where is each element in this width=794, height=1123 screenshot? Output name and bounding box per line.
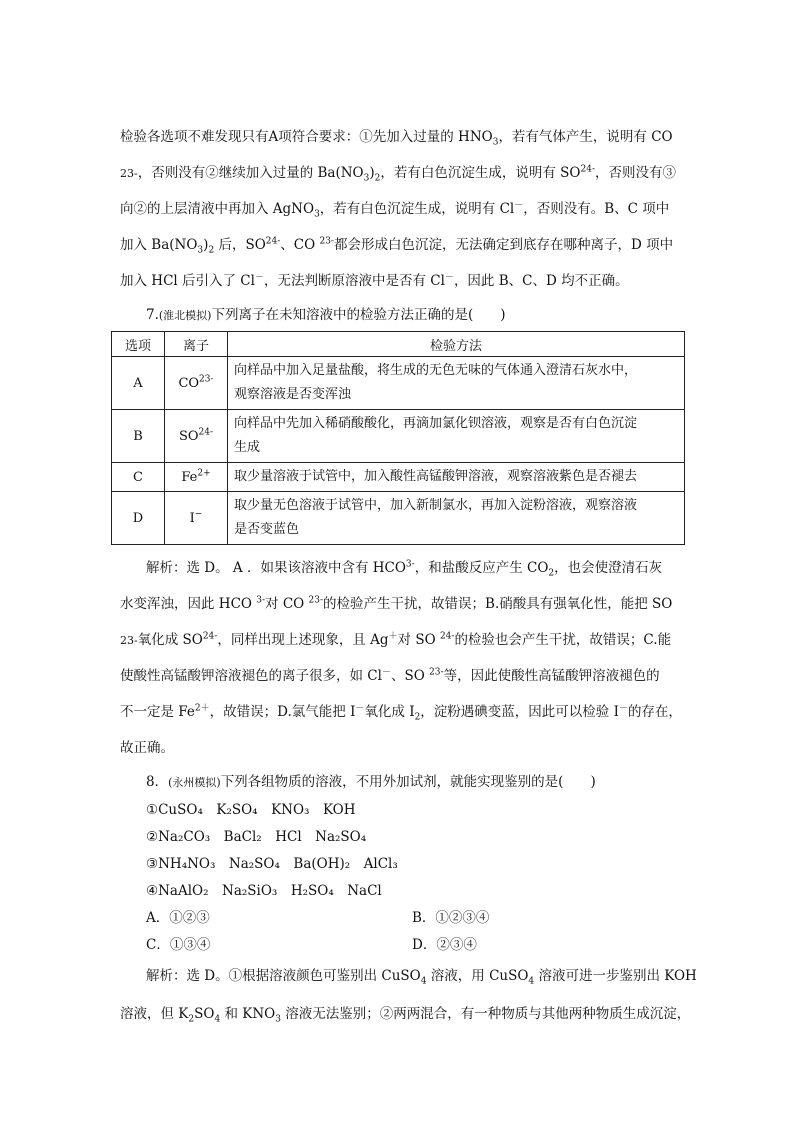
text-span: )	[369, 165, 375, 181]
method-line: 取少量无色溶液于试管中，加入新制氯水，再加入淀粉溶液，观察溶液	[234, 498, 638, 513]
text-span: 等，因此使酸性高锰酸钾溶液褪色的	[443, 668, 660, 684]
cell-ion	[165, 357, 228, 410]
text-span: 氧化成 SO	[137, 632, 203, 648]
q8-item-4: ④NaAlO₂ Na₂SiO₃ H₂SO₄ NaCl	[146, 883, 382, 899]
cell-ion	[165, 463, 228, 492]
method-line: 向样品中先加入稀硝酸酸化，再滴加氯化钡溶液，观察是否有白色沉淀	[234, 416, 638, 431]
text-span: 、SO	[390, 668, 430, 684]
text-span: 的检验也会产生干扰，故错误；C.能	[454, 632, 672, 648]
text-span: 溶液，用 CuSO	[426, 968, 529, 984]
subscript: 4	[528, 976, 535, 987]
text-span: ，若有白色沉淀生成，说明有 SO	[380, 165, 581, 181]
text-span: ，故错误；D.氯气能把 I	[209, 704, 356, 720]
method-line: 是否变蓝色	[234, 522, 300, 537]
question-text: 下列离子在未知溶液中的检验方法正确的是( )	[211, 307, 506, 323]
text-span: 检验各选项不难发现只有A项符合要求：①先加入过量的 HNO	[120, 129, 493, 145]
ans7-line5	[120, 702, 682, 722]
ans7-line4	[120, 666, 660, 686]
superscript: －	[254, 272, 264, 283]
subscript: 3	[314, 209, 320, 220]
text-span: ，和盐酸反应产生 CO	[414, 560, 549, 576]
subscript: 3	[363, 173, 370, 184]
question-source: (淮北模拟)	[158, 309, 212, 322]
para1-line1	[120, 127, 673, 147]
para1-line5	[120, 271, 629, 291]
text-span: 的存在，	[627, 704, 682, 720]
subscript: 2	[414, 712, 421, 723]
question-source: (永州模拟)	[168, 776, 221, 789]
text-span: 和 KNO	[220, 1006, 276, 1022]
ans7-line3	[120, 630, 671, 651]
text-span: ，若有气体产生，说明有 CO	[498, 129, 673, 145]
question-text: 下列各组物质的溶液，不用外加试剂，就能实现鉴别的是( )	[220, 774, 596, 790]
superscript: －	[381, 667, 391, 678]
text-span: ，无法判断原溶液中是否有 Cl	[263, 273, 445, 289]
subscript: 3	[275, 1014, 281, 1025]
subscript: 2	[548, 568, 555, 579]
text-span: 的检验产生干扰，故错误；B.硝酸具有强氧化性，能把 SO	[323, 596, 673, 612]
ion-charge: 23-	[199, 374, 214, 385]
table-row	[112, 357, 685, 410]
ans7-line2	[120, 594, 672, 614]
text-span: ，否则没有③	[595, 165, 676, 181]
para1-line2	[120, 163, 676, 184]
option-d: D．②③④	[412, 937, 477, 953]
text-span: 向②的上层清液中再加入 AgNO	[120, 201, 315, 217]
q8-item-1: ①CuSO₄ K₂SO₄ KNO₃ KOH	[146, 802, 356, 818]
header-method: 检验方法	[228, 332, 685, 357]
superscript: 23-	[308, 595, 324, 606]
text-span: 使酸性高锰酸钾溶液褪色的离子很多，如 Cl	[120, 668, 382, 684]
ans7-line1	[146, 558, 662, 578]
text-span: 溶液，但 K	[120, 1006, 189, 1022]
cell-option: B	[112, 410, 165, 463]
superscript: －	[618, 703, 628, 714]
superscript: －	[355, 703, 365, 714]
question-number: 7.	[146, 307, 159, 323]
cell-method	[228, 463, 685, 492]
q8-item-2: ②Na₂CO₃ BaCl₂ HCl Na₂SO₄	[146, 829, 367, 845]
ion-base: CO	[178, 375, 200, 391]
ion-base: I	[189, 510, 195, 526]
text-span: 解析：选 D。①根据溶液颜色可鉴别出 CuSO	[146, 968, 421, 984]
text-span: 加入 Ba(NO	[120, 237, 198, 253]
text-span: SO	[194, 1006, 215, 1022]
superscript: －	[444, 272, 454, 283]
text-span: ，也会使澄清石灰	[554, 560, 663, 576]
method-line: 观察溶液是否变浑浊	[234, 387, 352, 402]
ans8-line1	[146, 966, 697, 986]
question-7	[146, 305, 506, 326]
subscript: 2	[188, 1014, 195, 1025]
table-row	[112, 492, 685, 545]
question-7-table	[111, 331, 685, 545]
superscript: 24-	[439, 631, 455, 642]
superscript: 23-	[429, 667, 444, 678]
option-a: A．①②③	[146, 910, 210, 926]
table-row	[112, 410, 685, 463]
para1-line4	[120, 235, 673, 255]
text-span: 氧化成 I	[364, 704, 415, 720]
subscript: 3	[197, 245, 204, 256]
subscript: 2	[208, 245, 215, 256]
question-number: 8．	[146, 774, 169, 790]
superscript: 2＋	[194, 703, 210, 714]
superscript-charge: 23-	[120, 634, 138, 647]
table-row	[112, 463, 685, 492]
q8-item-3: ③NH₄NO₃ Na₂SO₄ Ba(OH)₂ AlCl₃	[146, 856, 398, 872]
question-8	[146, 772, 596, 793]
superscript: 3-	[405, 559, 415, 570]
method-line: 取少量溶液于试管中，加入酸性高锰酸钾溶液，观察溶液紫色是否褪去	[234, 469, 638, 484]
ion-charge: −	[194, 509, 203, 520]
subscript: 2	[374, 173, 381, 184]
text-span: 不一定是 Fe	[120, 704, 195, 720]
superscript-charge: 23-	[120, 167, 138, 180]
text-span: 对 SO	[397, 632, 440, 648]
cell-ion	[165, 410, 228, 463]
superscript: 3-	[256, 595, 266, 606]
header-ion: 离子	[165, 332, 228, 357]
cell-option: C	[112, 463, 165, 492]
para1-line3	[120, 199, 669, 219]
header-option: 选项	[112, 332, 165, 357]
text-span: 溶液可进一步鉴别出 KOH	[534, 968, 697, 984]
subscript: 4	[420, 976, 427, 987]
text-span: 后，SO	[214, 237, 266, 253]
text-span: )	[203, 237, 209, 253]
text-span: ，同样出现上述现象，且 Ag	[217, 632, 389, 648]
superscript: 24-	[265, 236, 281, 247]
ion-charge: 2+	[197, 468, 211, 479]
superscript: ＋	[388, 631, 398, 642]
text-span: 对 CO	[265, 596, 309, 612]
text-span: ，否则没有。B、C 项中	[523, 201, 670, 217]
text-span: 都会形成白色沉淀，无法确定到底存在哪种离子，D 项中	[333, 237, 674, 253]
option-c: C．①③④	[146, 937, 211, 953]
text-span: 溶液无法鉴别；②两两混合，有一种物质与其他两种物质生成沉淀，	[280, 1006, 691, 1022]
superscript: 24-	[580, 164, 595, 175]
text-span: 故正确。	[120, 740, 174, 756]
subscript: 3	[492, 137, 499, 148]
cell-option: A	[112, 357, 165, 410]
cell-ion	[165, 492, 228, 545]
cell-method	[228, 410, 685, 463]
cell-option: D	[112, 492, 165, 545]
text-span: 水变浑浊，因此 HCO	[120, 596, 257, 612]
text-span: ，因此 B、C、D 均不正确。	[453, 273, 629, 289]
cell-method	[228, 357, 685, 410]
text-span: ，否则没有②继续加入过量的 Ba(NO	[137, 165, 364, 181]
method-line: 向样品中加入足量盐酸，将生成的无色无味的气体通入澄清石灰水中，	[234, 363, 638, 378]
text-span: 加入 HCl 后引入了 Cl	[120, 273, 255, 289]
subscript: 4	[214, 1014, 221, 1025]
superscript: －	[514, 200, 524, 211]
cell-method	[228, 492, 685, 545]
superscript: 24-	[202, 631, 218, 642]
ans8-line2	[120, 1004, 690, 1024]
text-span: ，淀粉遇碘变蓝，因此可以检验 I	[420, 704, 619, 720]
text-span: ，若有白色沉淀生成，说明有 Cl	[319, 201, 515, 217]
ion-base: Fe	[181, 469, 198, 485]
ans7-line6	[120, 738, 174, 758]
method-line: 生成	[234, 440, 261, 455]
text-span: 解析：选 D。 A ．如果该溶液中含有 HCO	[146, 560, 406, 576]
ion-base: SO	[178, 428, 199, 444]
option-b: B．①②③④	[412, 910, 490, 926]
table-header-row	[112, 332, 685, 357]
superscript: 23-	[319, 236, 334, 247]
ion-charge: 24-	[198, 427, 214, 438]
text-span: 、CO	[280, 237, 320, 253]
